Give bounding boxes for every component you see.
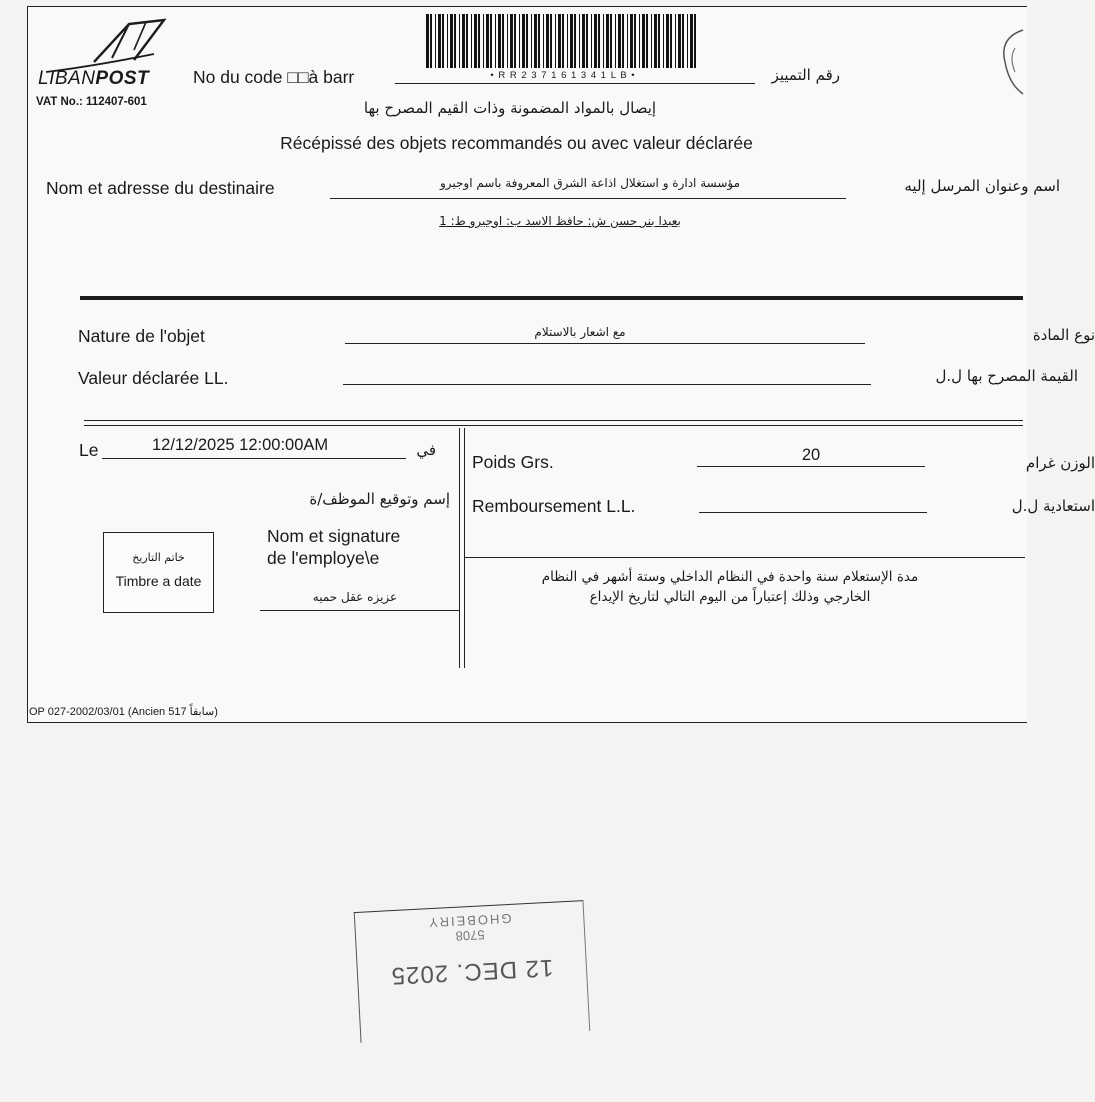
barcode-bar [675,14,676,68]
barcode-bar [450,14,453,68]
barcode-bar [526,14,528,68]
barcode-bar [486,14,489,68]
barcode-image [424,14,702,70]
barcode-bar [598,14,600,68]
barcode-bar [663,14,664,68]
employee-label-fr-2: de l'employe\e [267,548,380,568]
date-value: 12/12/2025 12:00:00AM [152,436,329,454]
double-line-top [84,420,1023,421]
barcode-bar [627,14,628,68]
barcode-bar [586,14,588,68]
barcode-bar [666,14,669,68]
barcode-bar [682,14,684,68]
barcode-bar [615,14,616,68]
barcode-bar [694,14,696,68]
barcode-bar [519,14,520,68]
postmark-inner [355,907,586,991]
declared-value-label-fr: Valeur déclarée LL. [78,368,229,388]
title-ar: إيصال بالمواد المضمونة وذات القيم المصرح بها [363,99,657,117]
barcode-bar [435,14,436,68]
barcode-bar [618,14,621,68]
date-stamp-label-ar: خاتم التاريخ [132,551,185,564]
refund-label-fr: Remboursement L.L. [472,496,636,516]
barcode-bar [438,14,441,68]
barcode-bar [642,14,645,68]
postmark-stamp [354,900,591,1043]
barcode-bar [546,14,549,68]
barcode-bar [570,14,573,68]
barcode-bar [514,14,516,68]
barcode-bar [678,14,681,68]
barcode-bar [478,14,480,68]
date-stamp-box [103,532,214,613]
libanpost-logo-icon [34,14,174,76]
barcode-bar [459,14,460,68]
barcode-bar [454,14,456,68]
double-line-bottom [84,425,1023,426]
le-label: Le [79,440,99,460]
barcode-bar [430,14,432,68]
barcode-bar [630,14,633,68]
nature-line [345,343,865,344]
barcode-bar [550,14,552,68]
barcode-bar [522,14,525,68]
barcode-bar [483,14,484,68]
barcode-bar [447,14,448,68]
barcode-number: • R R 2 3 7 1 6 1 3 4 1 L B • [490,70,636,81]
barcode-bar [610,14,612,68]
barcode-bar [690,14,693,68]
validity-line-1: مدة الإستعلام سنة واحدة في النظام الداخلي وستة أشهر في النظام [541,569,919,585]
fi-label: في [416,441,436,459]
barcode-bar [538,14,540,68]
barcode-bar [502,14,504,68]
vertical-divider-2 [464,428,465,668]
barcode-bar [634,14,636,68]
date-stamp-label-fr: Timbre a date [115,573,202,589]
barcode-bar [426,14,429,68]
weight-label-ar: الوزن غرام [1025,454,1095,472]
barcode-bar [594,14,597,68]
recipient-line [330,198,846,199]
recipient-line-1: مؤسسة ادارة و استغلال اذاعة الشرق المعروفة باسم اوجيرو [439,176,741,190]
barcode-bar [658,14,660,68]
barcode-bar [495,14,496,68]
section-divider [80,296,1023,300]
vertical-divider-1 [459,428,460,668]
brand-name: LIBANPOST [38,68,150,89]
barcode-bar [670,14,672,68]
refund-line [699,512,927,513]
barcode-bar [603,14,604,68]
recipient-label-ar: اسم وعنوان المرسل إليه [904,177,1060,195]
weight-value: 20 [801,446,821,464]
barcode-bar [543,14,544,68]
seal-icon [995,28,1023,98]
date-line [102,458,406,459]
barcode-bar [639,14,640,68]
barcode-label-ar: رقم التمييز [771,66,840,84]
employee-label-ar: إسم وتوقيع الموظف/ة [309,490,450,508]
barcode-bar [654,14,657,68]
barcode-bar [555,14,556,68]
title-fr: Récépissé des objets recommandés ou avec valeur déclarée [280,133,753,153]
postmark-number: 5708 [455,927,485,944]
postmark-date: 12 DEC. 2025 [390,953,554,990]
barcode-bar [582,14,585,68]
validity-note [500,567,960,607]
barcode-bar [510,14,513,68]
barcode-bar [687,14,688,68]
recipient-line-2: بعبدا بنر حسن ش: حافظ الاسد ب: اوجيرو ط: 1 [439,214,681,228]
barcode-bar [567,14,568,68]
barcode-bar [462,14,465,68]
employee-name: عزيزه عقل حميه [312,590,398,604]
postmark-office: GHOBEIRY [426,910,512,931]
employee-signature-line [260,610,459,611]
barcode-bar [579,14,580,68]
barcode-bar [534,14,537,68]
barcode-bar [646,14,648,68]
form-code: OP 027-2002/03/01 (Ancien 517 سابقاً) [29,706,218,718]
declared-value-label-ar: القيمة المصرح بها ل.ل [935,367,1078,385]
barcode-bar [562,14,564,68]
right-box-divider [465,557,1025,558]
barcode-label-fr: No du code □□à barr [193,67,355,87]
weight-label-fr: Poids Grs. [472,452,554,472]
barcode-bar [507,14,508,68]
nature-label-ar: نوع المادة [1032,326,1095,344]
barcode-bar [442,14,444,68]
barcode-bar [574,14,576,68]
barcode-bar [474,14,477,68]
barcode-bar [591,14,592,68]
barcode-bar [531,14,532,68]
refund-label-ar: استعادية ل.ل [1011,497,1095,515]
barcode-bar [558,14,561,68]
recipient-label-fr: Nom et adresse du destinaire [46,178,275,198]
vat-number: VAT No.: 112407-601 [36,96,147,108]
declared-value-line [343,384,871,385]
barcode-bar [490,14,492,68]
validity-line-2: الخارجي وذلك إعتباراً من اليوم التالي لتاريخ الإيداع [589,589,871,605]
barcode-underline [395,83,755,84]
barcode-bar [498,14,501,68]
nature-value: مع اشعار بالاستلام [534,325,626,339]
barcode-bar [651,14,652,68]
weight-line [697,466,925,467]
barcode-bar [606,14,609,68]
barcode-bar [622,14,624,68]
barcode-bar [471,14,472,68]
nature-label-fr: Nature de l'objet [78,326,205,346]
employee-label-fr-1: Nom et signature [267,526,401,546]
barcode-bar [466,14,468,68]
